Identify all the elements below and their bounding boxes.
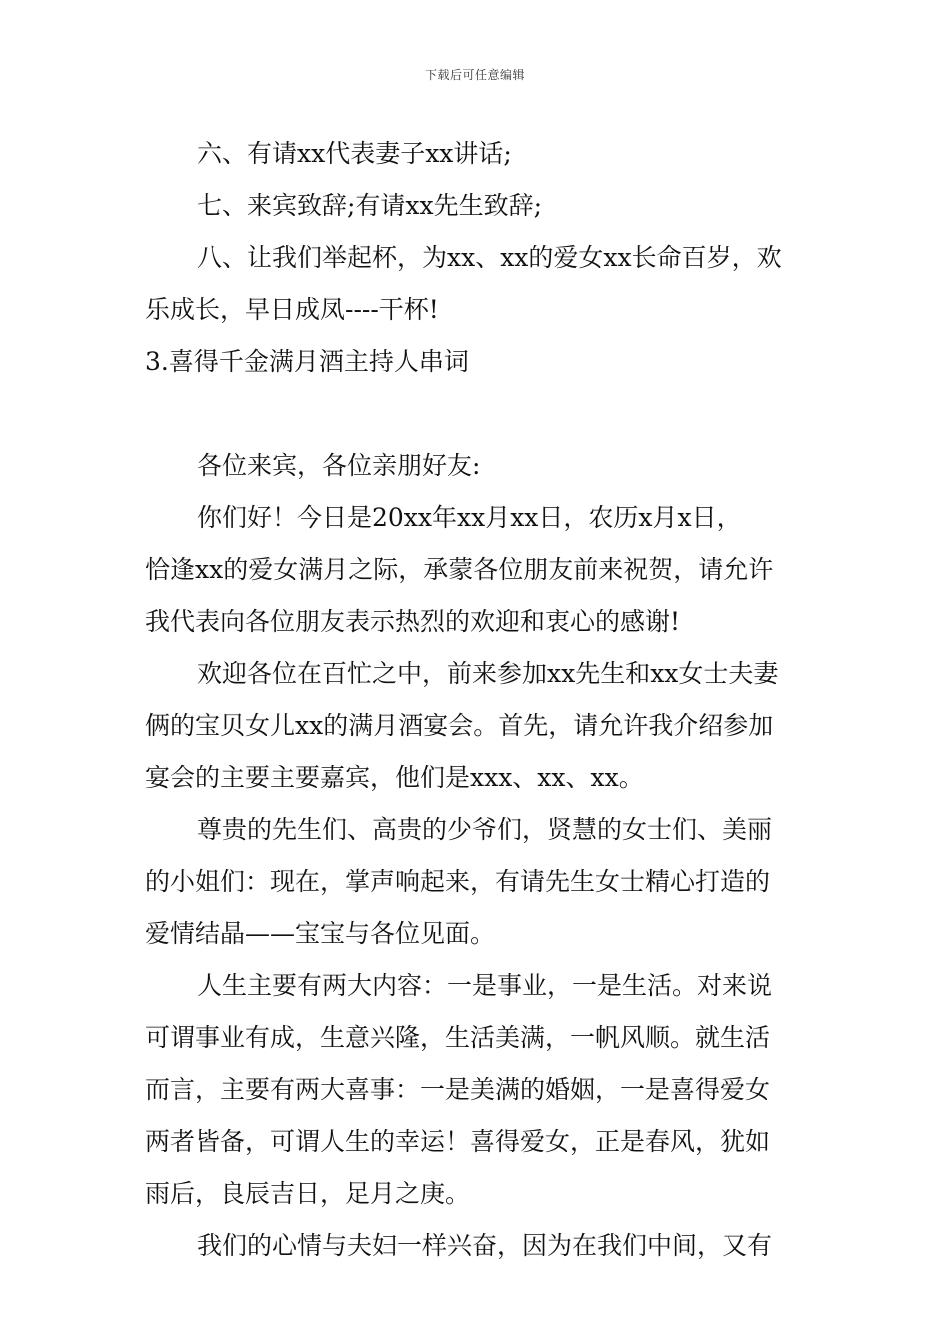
text-line: 人生主要有两大内容：一是事业，一是生活。对来说 <box>197 971 773 1000</box>
page-header: 下载后可任意编辑 <box>424 68 525 82</box>
text-line: 七、来宾致辞;有请xx先生致辞; <box>197 191 543 220</box>
text-line: 的小姐们：现在，掌声响起来，有请先生女士精心打造的 <box>145 867 771 896</box>
blank-line <box>145 388 810 440</box>
text-line: 我代表向各位朋友表示热烈的欢迎和衷心的感谢! <box>145 607 681 636</box>
text-line: 八、让我们举起杯，为xx、xx的爱女xx长命百岁，欢 <box>197 243 782 272</box>
text-line: 你们好！今日是20xx年xx月xx日，农历x月x日， <box>197 503 742 532</box>
text-line: 乐成长，早日成凤----干杯! <box>145 295 439 324</box>
text-line: 俩的宝贝女儿xx的满月酒宴会。首先，请允许我介绍参加 <box>145 711 774 740</box>
text-line: 而言，主要有两大喜事：一是美满的婚姻，一是喜得爱女 <box>145 1075 771 1104</box>
text-line: 各位来宾，各位亲朋好友: <box>197 451 481 480</box>
text-line: 爱情结晶——宝宝与各位见面。 <box>145 919 496 948</box>
text-line: 欢迎各位在百忙之中，前来参加xx先生和xx女士夫妻 <box>197 659 779 688</box>
document-body <box>145 128 810 1272</box>
text-line: 可谓事业有成，生意兴隆，生活美满，一帆风顺。就生活 <box>145 1023 771 1052</box>
text-line: 六、有请xx代表妻子xx讲话; <box>197 139 512 168</box>
text-line: 宴会的主要主要嘉宾，他们是xxx、xx、xx。 <box>145 763 644 792</box>
section-heading: 3.喜得千金满月酒主持人串词 <box>145 347 469 376</box>
text-line: 我们的心情与夫妇一样兴奋，因为在我们中间，又有 <box>197 1231 773 1260</box>
text-line: 尊贵的先生们、高贵的少爷们，贤慧的女士们、美丽 <box>197 815 773 844</box>
text-line: 恰逢xx的爱女满月之际，承蒙各位朋友前来祝贺，请允许 <box>145 555 774 584</box>
text-line: 两者皆备，可谓人生的幸运！喜得爱女，正是春风，犹如 <box>145 1127 771 1156</box>
text-line: 雨后，良辰吉日，足月之庚。 <box>145 1179 471 1208</box>
